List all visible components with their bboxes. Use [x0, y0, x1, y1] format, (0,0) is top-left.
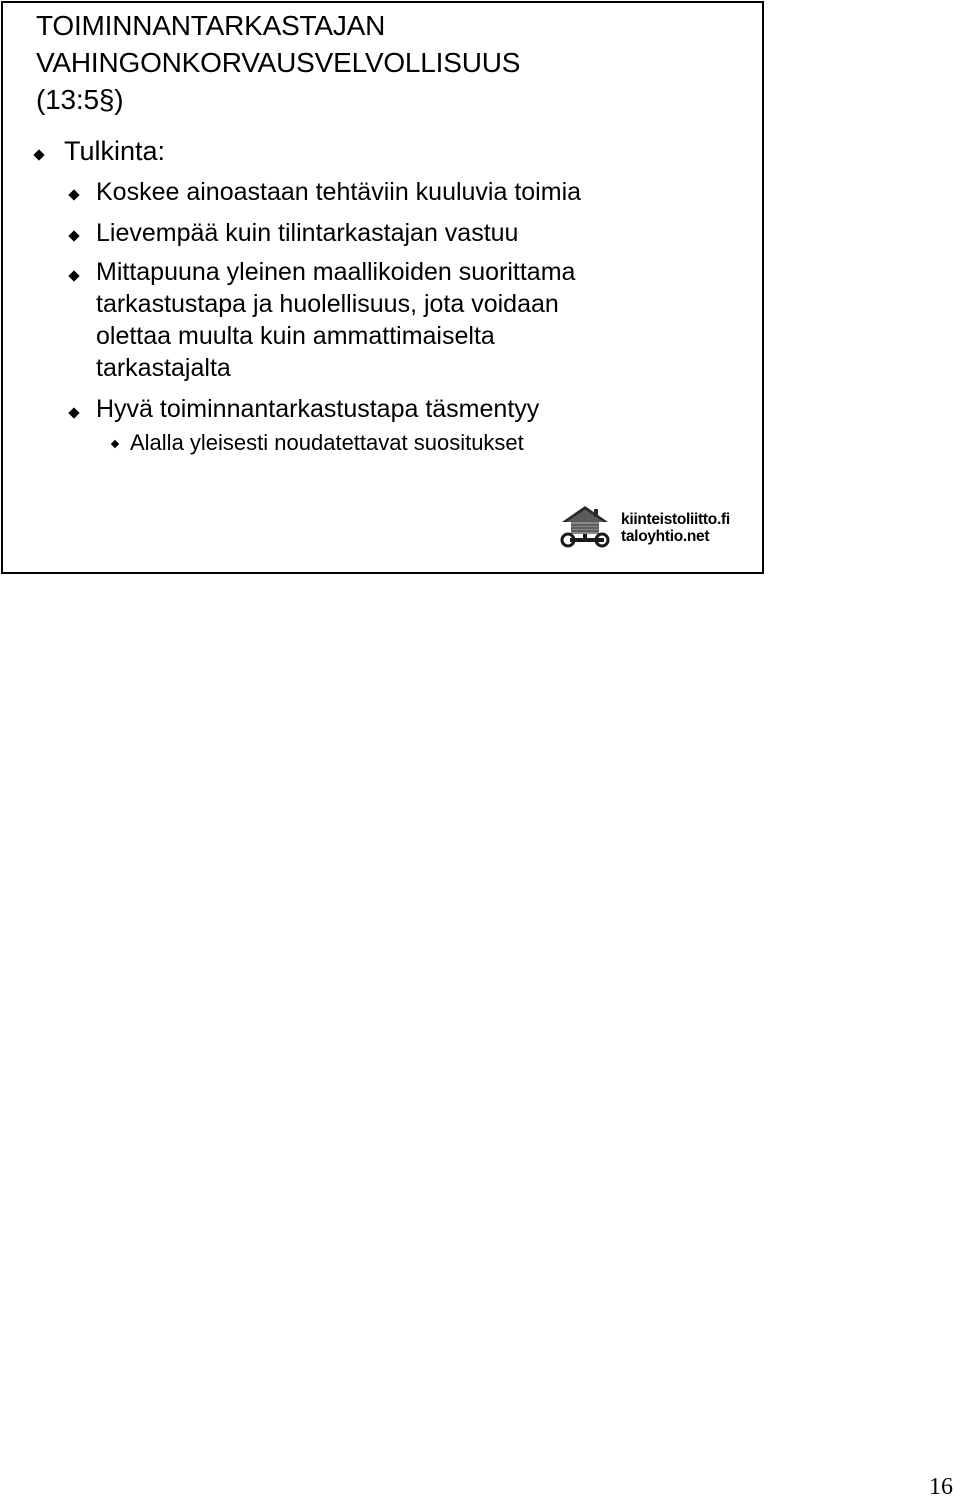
bullet-hyva: Hyvä toiminnantarkastustapa täsmentyy — [96, 395, 540, 423]
logo-text — [621, 511, 730, 545]
title-line-3: (13:5§) — [36, 84, 124, 115]
bullet-mittapuuna-line-1: Mittapuuna yleinen maallikoiden suorittama — [96, 258, 576, 286]
bullet-mittapuuna-line-2: tarkastustapa ja huolellisuus, jota voidaan — [96, 290, 559, 318]
title-line-1: TOIMINNANTARKASTAJAN — [36, 10, 386, 41]
title-line-2: VAHINGONKORVAUSVELVOLLISUUS — [36, 47, 521, 78]
bullet-mittapuuna-line-4: tarkastajalta — [96, 354, 231, 382]
bullet-mittapuuna-line-3: olettaa muulta kuin ammattimaiselta — [96, 322, 495, 350]
bullet-mittapuuna — [96, 256, 575, 384]
slide-title — [36, 7, 736, 118]
bullet-koskee: Koskee ainoastaan tehtäviin kuuluvia toimia — [96, 178, 582, 206]
bullet-alalla: Alalla yleisesti noudatettavat suositukset — [130, 430, 524, 455]
bullet-lievempaa: Lievempää kuin tilintarkastajan vastuu — [96, 219, 519, 247]
page-number: 16 — [929, 1474, 953, 1500]
bullet-tulkinta: Tulkinta: — [64, 136, 166, 166]
logo-line-1: kiinteistoliitto.fi — [621, 511, 730, 528]
logo-line-2: taloyhtio.net — [621, 528, 710, 545]
